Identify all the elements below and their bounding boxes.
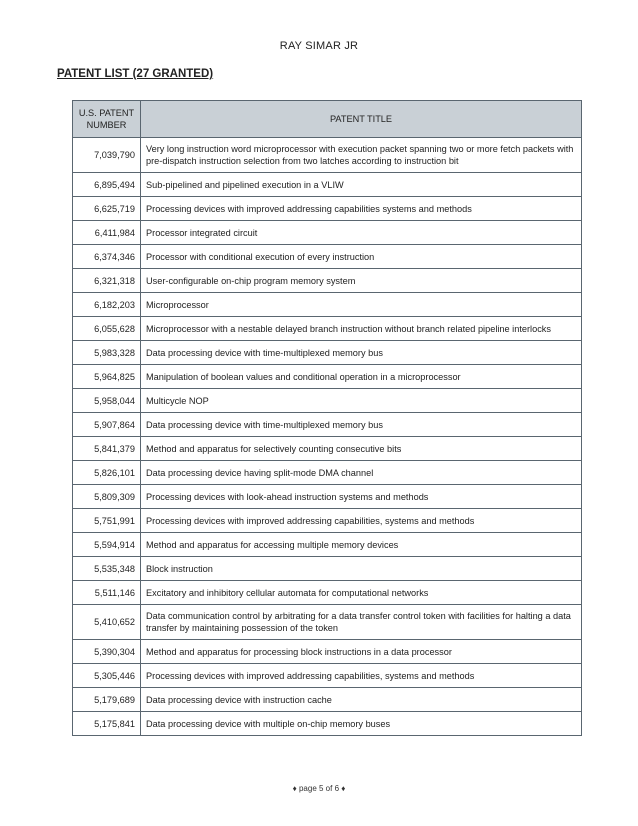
column-header-patent-title: PATENT TITLE [141,101,582,138]
patent-title: Processing devices with improved addressing capabilities, systems and methods [141,509,582,533]
table-row [73,221,582,245]
table-row [73,640,582,664]
table-row [73,712,582,736]
patent-title: Processing devices with improved addressing capabilities systems and methods [141,197,582,221]
patent-number: 5,390,304 [73,640,141,664]
patent-title: Very long instruction word microprocessor with execution packet spanning two or more fetch packets with pre-dispatch instruction selection from two latches according to instruction bit [141,138,582,173]
patent-title: Data processing device having split-mode DMA channel [141,461,582,485]
table-row [73,437,582,461]
table-row [73,664,582,688]
section-title: PATENT LIST (27 GRANTED) [57,68,214,80]
patent-title: Data processing device with multiple on-chip memory buses [141,712,582,736]
column-header-patent-number: U.S. PATENT NUMBER [73,101,141,138]
patent-number: 5,305,446 [73,664,141,688]
patent-number: 5,958,044 [73,389,141,413]
patent-title: Method and apparatus for accessing multiple memory devices [141,533,582,557]
patent-number: 6,411,984 [73,221,141,245]
patent-number: 5,535,348 [73,557,141,581]
patent-title: Multicycle NOP [141,389,582,413]
table-row [73,509,582,533]
patent-number: 5,841,379 [73,437,141,461]
table-header-row [73,101,582,138]
author-name: RAY SIMAR JR [279,40,359,52]
patent-title: Sub-pipelined and pipelined execution in a VLIW [141,173,582,197]
table-row [73,138,582,173]
patent-number: 5,907,864 [73,413,141,437]
patent-title: Method and apparatus for processing block instructions in a data processor [141,640,582,664]
table-row [73,688,582,712]
patent-number: 5,511,146 [73,581,141,605]
patent-number: 6,895,494 [73,173,141,197]
table-row [73,365,582,389]
patent-number: 6,374,346 [73,245,141,269]
table-row [73,173,582,197]
table-row [73,485,582,509]
patent-number: 6,625,719 [73,197,141,221]
table-row [73,461,582,485]
patent-number: 5,826,101 [73,461,141,485]
page-footer: ♦ page 5 of 6 ♦ [292,784,346,793]
patent-table [72,100,582,736]
patent-title: Processing devices with look-ahead instruction systems and methods [141,485,582,509]
table-row [73,269,582,293]
patent-number: 5,179,689 [73,688,141,712]
patent-number: 5,175,841 [73,712,141,736]
table-row [73,245,582,269]
patent-number: 5,964,825 [73,365,141,389]
table-row [73,533,582,557]
patent-title: Data communication control by arbitrating for a data transfer control token with facilities for halting a data transfer by maintaining possession of the token [141,605,582,640]
patent-number: 5,751,991 [73,509,141,533]
patent-title: Processor integrated circuit [141,221,582,245]
patent-title: Data processing device with time-multiplexed memory bus [141,341,582,365]
patent-title: Processing devices with improved addressing capabilities, systems and methods [141,664,582,688]
table-row [73,197,582,221]
patent-title: Excitatory and inhibitory cellular automata for computational networks [141,581,582,605]
patent-number: 6,321,318 [73,269,141,293]
table-row [73,293,582,317]
patent-title: Processor with conditional execution of every instruction [141,245,582,269]
patent-number: 5,983,328 [73,341,141,365]
table-row [73,389,582,413]
patent-title: Method and apparatus for selectively counting consecutive bits [141,437,582,461]
table-row [73,413,582,437]
patent-title: User-configurable on-chip program memory system [141,269,582,293]
patent-title: Data processing device with time-multiplexed memory bus [141,413,582,437]
patent-title: Block instruction [141,557,582,581]
table-row [73,317,582,341]
patent-number: 5,410,652 [73,605,141,640]
patent-title: Manipulation of boolean values and conditional operation in a microprocessor [141,365,582,389]
patent-title: Microprocessor with a nestable delayed branch instruction without branch related pipeline interlocks [141,317,582,341]
patent-number: 5,809,309 [73,485,141,509]
patent-number: 5,594,914 [73,533,141,557]
table-row [73,341,582,365]
table-row [73,605,582,640]
patent-number: 7,039,790 [73,138,141,173]
table-row [73,557,582,581]
patent-title: Data processing device with instruction cache [141,688,582,712]
table-row [73,581,582,605]
patent-number: 6,055,628 [73,317,141,341]
patent-number: 6,182,203 [73,293,141,317]
patent-title: Microprocessor [141,293,582,317]
